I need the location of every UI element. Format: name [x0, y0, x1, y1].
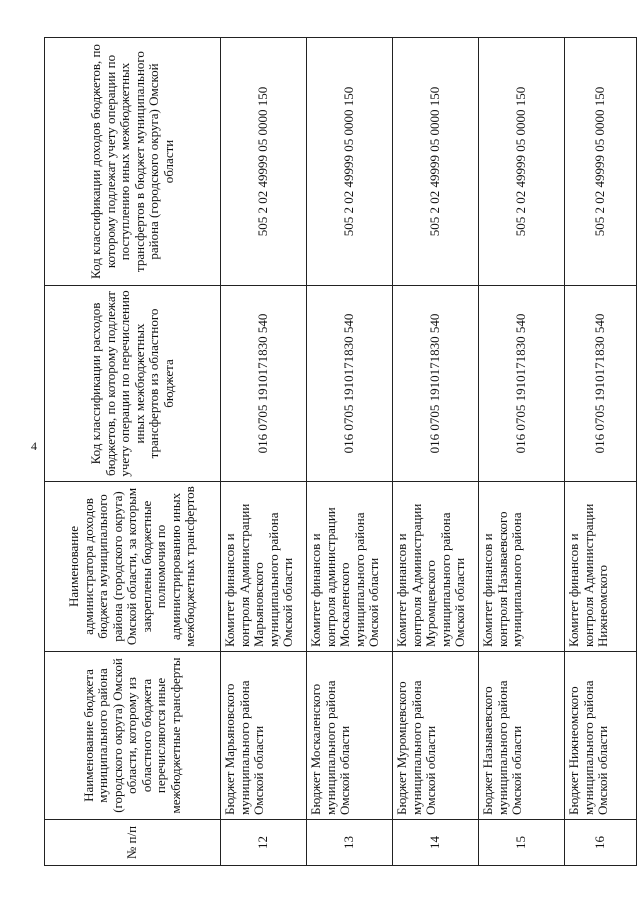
row-budget: Бюджет Муромцевского муниципального района Омской области	[393, 652, 479, 820]
row-budget: Бюджет Марьяновского муниципального района Омской области	[221, 652, 307, 820]
header-number: № п/п	[45, 820, 221, 866]
row-number: 12	[221, 820, 307, 866]
header-budget-name: Наименование бюджета муниципального района (городского округа) Омской области, которому из областного бюджета перечисляются иные межбюджетные трансферты	[45, 652, 221, 820]
row-number: 15	[479, 820, 565, 866]
row-administrator: Комитет финансов и контроля Называевского муниципального района	[479, 482, 565, 652]
row-administrator: Комитет финансов и контроля Администрации Нижнеомского	[565, 482, 637, 652]
table-row	[393, 38, 479, 866]
row-income-code: 505 2 02 49999 05 0000 150	[307, 38, 393, 286]
row-budget: Бюджет Называевского муниципального района Омской области	[479, 652, 565, 820]
row-number: 13	[307, 820, 393, 866]
transfers-table	[44, 37, 637, 866]
row-administrator: Комитет финансов и контроля администрации Москаленского муниципального района Омской области	[307, 482, 393, 652]
row-budget: Бюджет Москаленского муниципального района Омской области	[307, 652, 393, 820]
row-expense-code: 016 0705 1910171830 540	[221, 286, 307, 482]
transfers-table-container	[44, 38, 610, 866]
row-expense-code: 016 0705 1910171830 540	[479, 286, 565, 482]
table-row	[307, 38, 393, 866]
table-row	[565, 38, 637, 866]
row-income-code: 505 2 02 49999 05 0000 150	[565, 38, 637, 286]
row-number: 14	[393, 820, 479, 866]
row-administrator: Комитет финансов и контроля Администрации Муромцевского муниципального района Омской области	[393, 482, 479, 652]
table-row	[221, 38, 307, 866]
row-expense-code: 016 0705 1910171830 540	[565, 286, 637, 482]
header-expense-code: Код классификации расходов бюджетов, по которому подлежат учету операции по перечислению иных межбюджетных трансфертов из областного бюджета	[45, 286, 221, 482]
page-number: 4	[31, 439, 37, 453]
row-expense-code: 016 0705 1910171830 540	[307, 286, 393, 482]
row-expense-code: 016 0705 1910171830 540	[393, 286, 479, 482]
row-number: 16	[565, 820, 637, 866]
row-administrator: Комитет финансов и контроля Администрации Марьяновского муниципального района Омской области	[221, 482, 307, 652]
row-budget: Бюджет Нижнеомского муниципального района Омской области	[565, 652, 637, 820]
row-income-code: 505 2 02 49999 05 0000 150	[393, 38, 479, 286]
table-header-row	[45, 38, 221, 866]
header-administrator-name: Наименование администратора доходов бюджета муниципального района (городского округа) Омской области, за которым закреплены бюджетные полномочия по администрированию иных межбюджетных трансфертов	[45, 482, 221, 652]
table-row	[479, 38, 565, 866]
header-income-code: Код классификации доходов бюджетов, по которому подлежат учету операции по поступлению иных межбюджетных трансфертов в бюджет муниципального района (городского округа) Омской области	[45, 38, 221, 286]
row-income-code: 505 2 02 49999 05 0000 150	[221, 38, 307, 286]
row-income-code: 505 2 02 49999 05 0000 150	[479, 38, 565, 286]
